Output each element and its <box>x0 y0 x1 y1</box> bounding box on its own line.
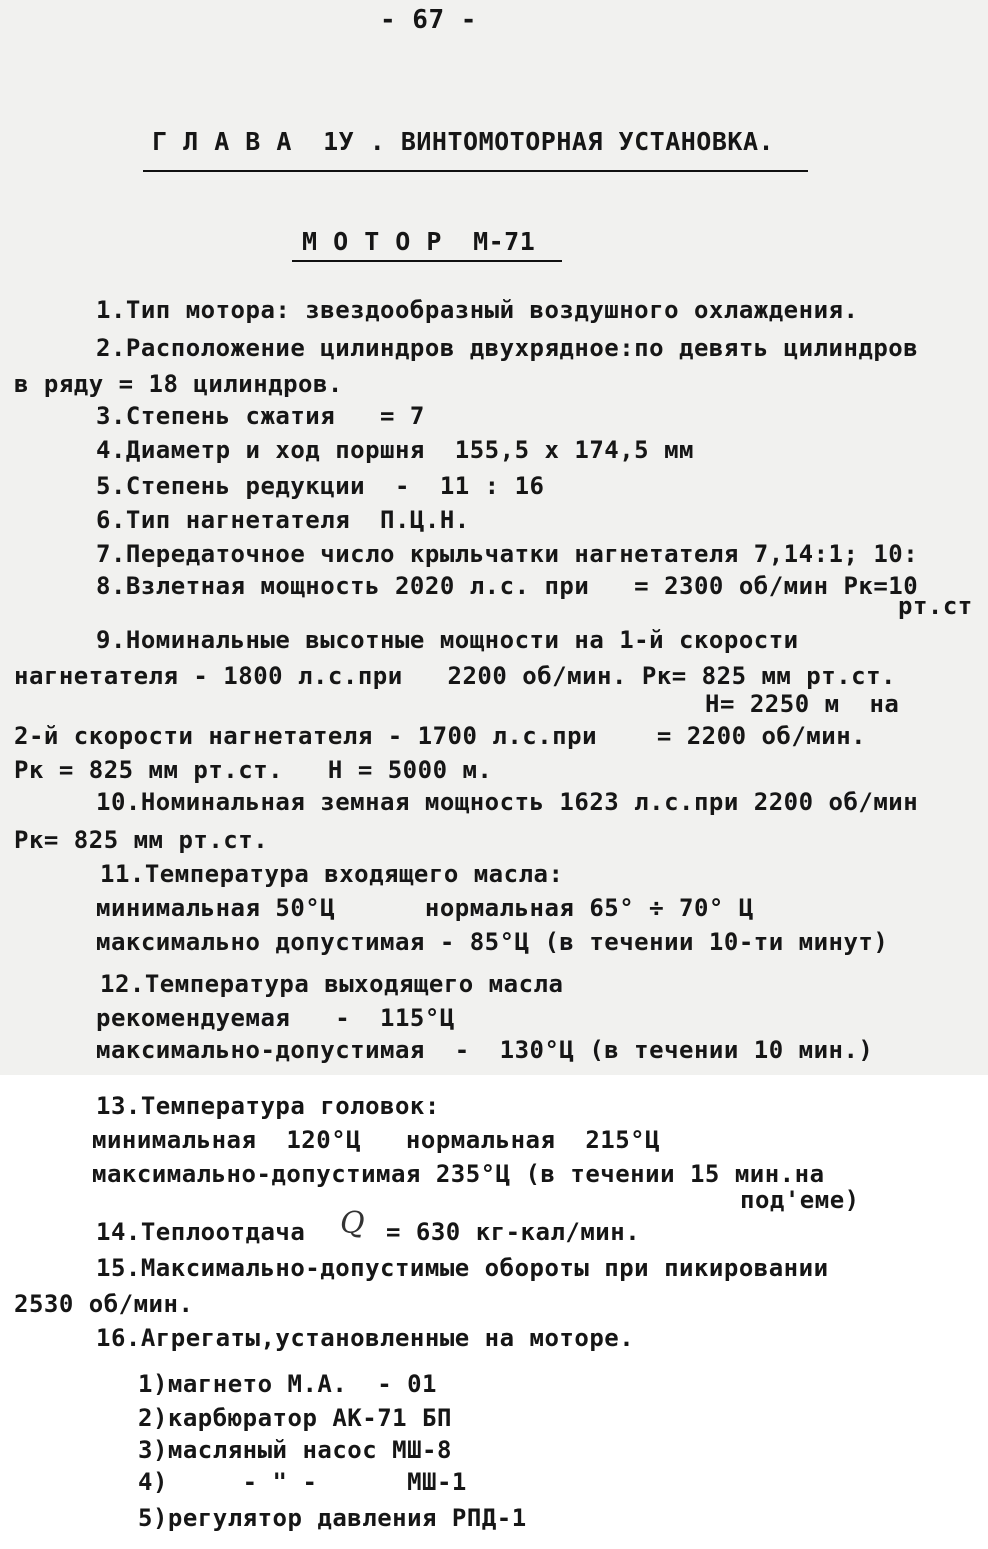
item-8-line-1: 8.Взлетная мощность 2020 л.с. при = 2300 об/мин Рк=10 <box>96 572 919 600</box>
item-2-line-1: 2.Расположение цилиндров двухрядное:по девять цилиндров <box>96 334 919 362</box>
item-12-line-2: рекомендуемая - 115°Ц <box>96 1004 455 1032</box>
item-14-symbol: Q <box>340 1206 366 1241</box>
item-10-line-1: 10.Номинальная земная мощность 1623 л.с.при 2200 об/мин <box>96 788 919 816</box>
item-11-line-3: максимально допустимая - 85°Ц (в течении 10-ти минут) <box>96 928 889 956</box>
item-4: 4.Диаметр и ход поршня 155,5 х 174,5 мм <box>96 436 694 464</box>
item-13-line-3: максимально-допустимая 235°Ц (в течении 15 мин.на <box>92 1160 825 1188</box>
chapter-title-underline <box>143 170 808 172</box>
item-12-line-3: максимально-допустимая - 130°Ц (в течении 10 мин.) <box>96 1036 874 1064</box>
chapter-title: Г Л А В А 1У . ВИНТОМОТОРНАЯ УСТАНОВКА. <box>152 127 775 156</box>
item-11-line-1: 11.Температура входящего масла: <box>100 860 564 888</box>
item-6: 6.Тип нагнетателя П.Ц.Н. <box>96 506 470 534</box>
item-13-line-1: 13.Температура головок: <box>96 1092 440 1120</box>
aggregate-4: 4) - " - МШ-1 <box>138 1468 467 1496</box>
aggregate-3: 3)масляный насос МШ-8 <box>138 1436 452 1464</box>
page-number: - 67 - <box>380 5 477 35</box>
item-14-label: 14.Теплоотдача <box>96 1218 306 1246</box>
item-5: 5.Степень редукции - 11 : 16 <box>96 472 545 500</box>
item-15-line-2: 2530 об/мин. <box>14 1290 194 1318</box>
item-3: 3.Степень сжатия = 7 <box>96 402 425 430</box>
item-9-line-4: 2-й скорости нагнетателя - 1700 л.с.при = 2200 об/мин. <box>14 722 867 750</box>
item-9-line-3: Н= 2250 м на <box>705 690 900 718</box>
item-12-line-1: 12.Температура выходящего масла <box>100 970 564 998</box>
item-1: 1.Тип мотора: звездообразный воздушного охлаждения. <box>96 296 859 324</box>
item-9-line-5: Рк = 825 мм рт.ст. Н = 5000 м. <box>14 756 493 784</box>
item-13-line-4: под'еме) <box>740 1186 860 1214</box>
item-9-line-1: 9.Номинальные высотные мощности на 1-й скорости <box>96 626 799 654</box>
item-7: 7.Передаточное число крыльчатки нагнетателя 7,14:1; 10: <box>96 540 919 568</box>
item-9-line-2: нагнетателя - 1800 л.с.при 2200 об/мин. Рк= 825 мм рт.ст. <box>14 662 897 690</box>
motor-title: М О Т О Р М-71 <box>302 227 536 256</box>
item-2-line-2: в ряду = 18 цилиндров. <box>14 370 343 398</box>
item-14-value: = 630 кг-кал/мин. <box>386 1218 641 1246</box>
motor-title-underline <box>292 260 562 262</box>
item-16: 16.Агрегаты,установленные на моторе. <box>96 1324 635 1352</box>
aggregate-1: 1)магнето М.А. - 01 <box>138 1370 437 1398</box>
item-8-line-2: рт.ст <box>898 592 973 620</box>
item-13-line-2: минимальная 120°Ц нормальная 215°Ц <box>92 1126 661 1154</box>
item-10-line-2: Рк= 825 мм рт.ст. <box>14 826 269 854</box>
aggregate-2: 2)карбюратор АК-71 БП <box>138 1404 452 1432</box>
aggregate-5: 5)регулятор давления РПД-1 <box>138 1504 527 1532</box>
item-15-line-1: 15.Максимально-допустимые обороты при пикировании <box>96 1254 829 1282</box>
item-11-line-2: минимальная 50°Ц нормальная 65° ÷ 70° Ц <box>96 894 754 922</box>
